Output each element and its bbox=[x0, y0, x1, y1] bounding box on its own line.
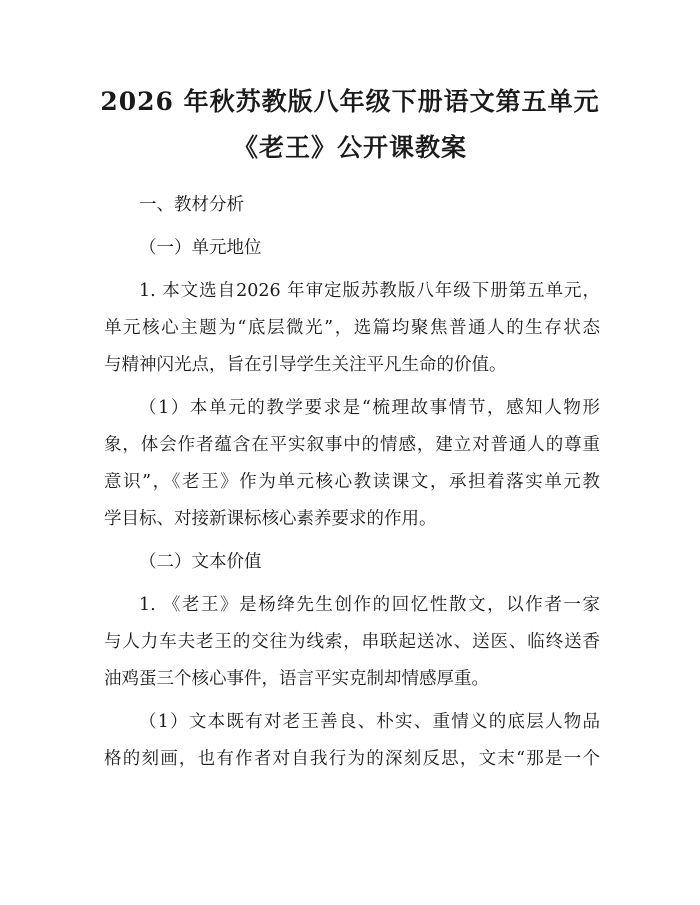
paragraph-character-portrayal bbox=[104, 704, 600, 778]
paragraph-line: 油鸡蛋三个核心事件，语言平实克制却情感厚重。 bbox=[104, 669, 489, 689]
paragraph-line: 单元核心主题为“底层微光”，选篇均聚焦普通人的生存状态 bbox=[104, 318, 600, 338]
paragraph-line: （1）文本既有对老王善良、朴实、重情义的底层人物品 bbox=[139, 712, 600, 732]
document-title-line-1: 2026 年秋苏教版八年级下册语文第五单元 bbox=[100, 87, 600, 116]
document-title-line-2: 《老王》公开课教案 bbox=[232, 133, 467, 162]
subsection-heading-unit-position: （一）单元地位 bbox=[139, 238, 262, 258]
paragraph-line: 学目标、对接新课标核心素养要求的作用。 bbox=[104, 509, 437, 529]
paragraph-unit-source bbox=[104, 273, 600, 384]
paragraph-line: 与精神闪光点，旨在引导学生关注平凡生命的价值。 bbox=[104, 355, 507, 375]
subsection-heading-text-value: （二）文本价值 bbox=[139, 552, 262, 572]
section-heading-textbook-analysis: 一、教材分析 bbox=[139, 195, 244, 215]
paragraph-line: 1. 《老王》是杨绛先生创作的回忆性散文，以作者一家 bbox=[139, 595, 600, 615]
paragraph-line: 1. 本文选自2026 年审定版苏教版八年级下册第五单元， bbox=[139, 281, 600, 301]
document-body bbox=[104, 187, 600, 784]
paragraph-line: 格的刻画，也有作者对自我行为的深刻反思，文末“那是一个 bbox=[104, 749, 600, 769]
paragraph-line: 与人力车夫老王的交往为线索，串联起送冰、送医、临终送香 bbox=[104, 632, 600, 652]
paragraph-teaching-requirements bbox=[104, 390, 600, 538]
paragraph-line: 象，体会作者蕴含在平实叙事中的情感，建立对普通人的尊重 bbox=[104, 435, 600, 455]
paragraph-line: （1）本单元的教学要求是“梳理故事情节，感知人物形 bbox=[139, 398, 600, 418]
paragraph-text-introduction bbox=[104, 587, 600, 698]
paragraph-line: 意识”，《老王》作为单元核心教读课文，承担着落实单元教 bbox=[104, 472, 600, 492]
